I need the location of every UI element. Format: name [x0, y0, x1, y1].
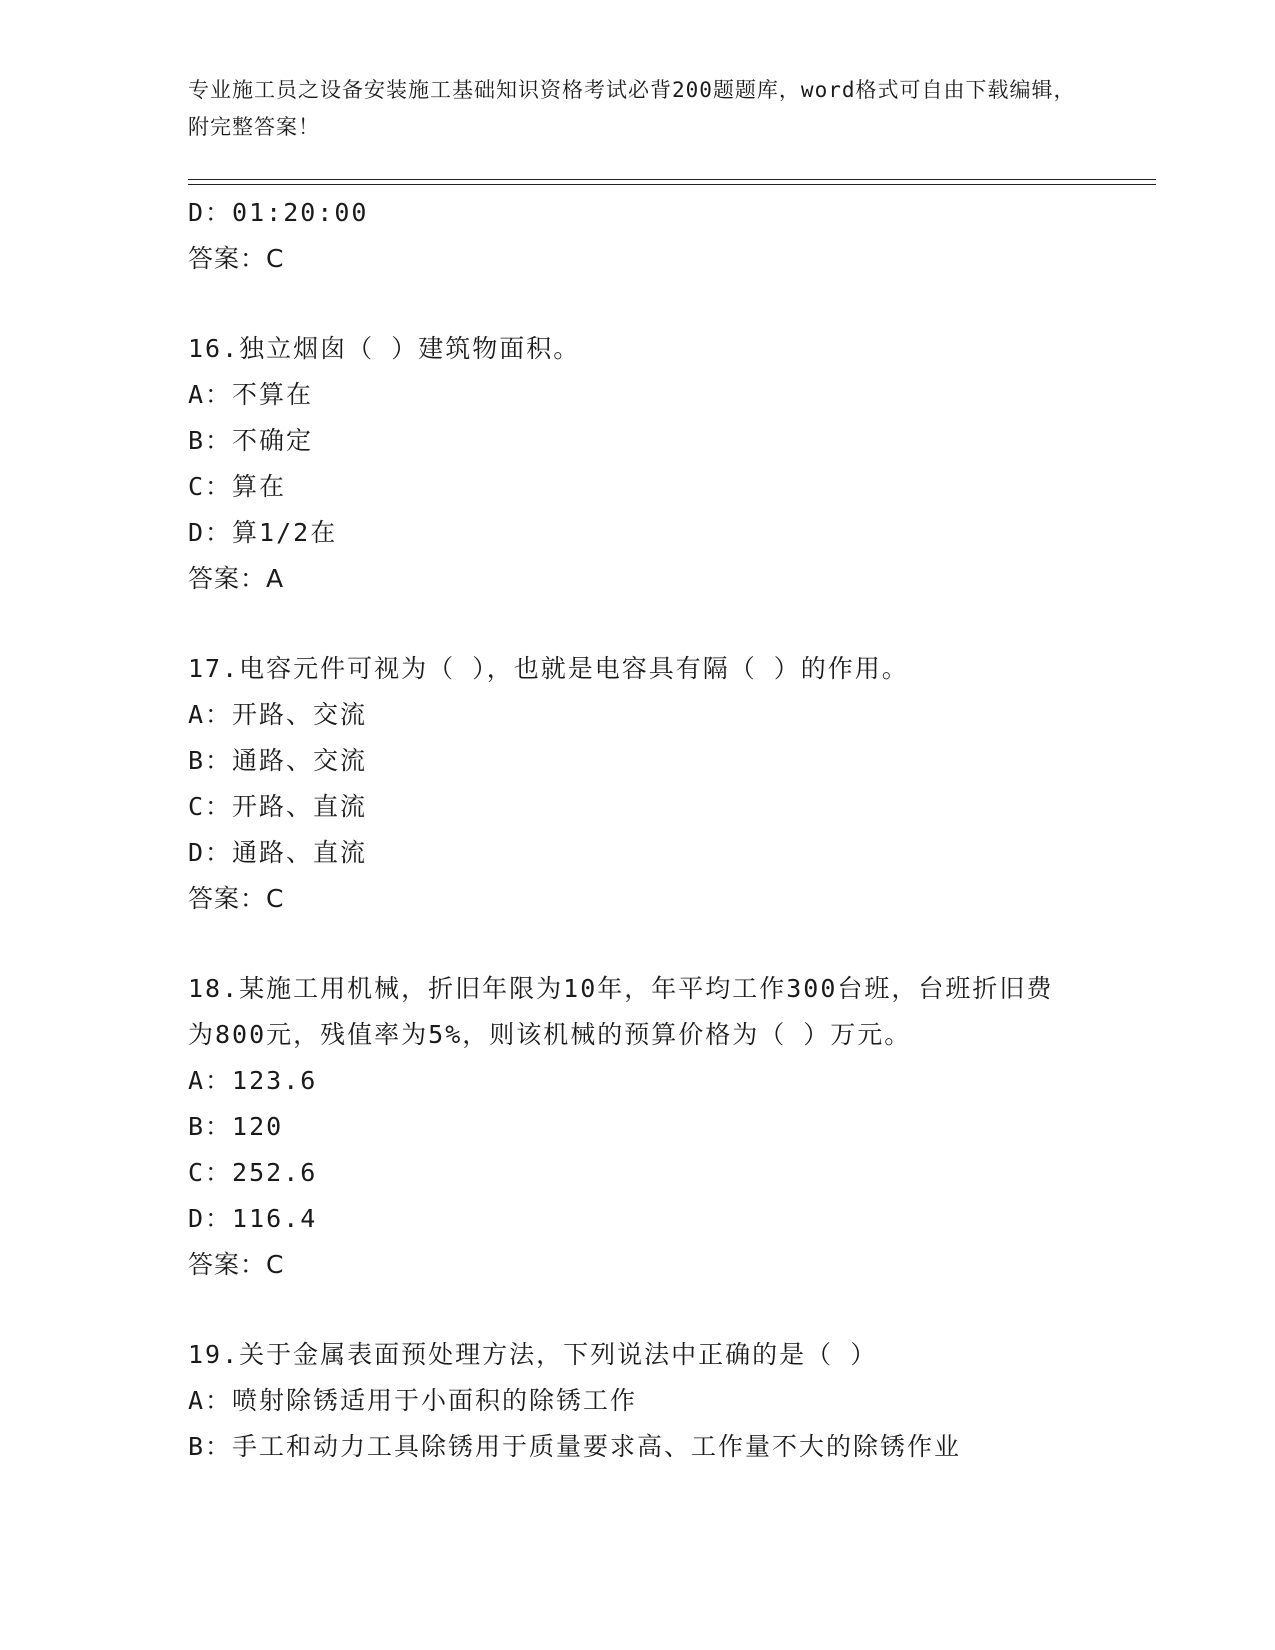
- question-19: [188, 1332, 1088, 1470]
- question-17: [188, 646, 1088, 922]
- answer: 答案：C: [188, 1250, 285, 1279]
- option-c: C：算在: [188, 472, 287, 501]
- question-stem: 18.某施工用机械，折旧年限为10年，年平均工作300台班，台班折旧费为800元，残值率为5%，则该机械的预算价格为（ ）万元。: [188, 974, 1054, 1049]
- option-d-previous: D：01:20:00: [188, 198, 369, 227]
- question-18: [188, 966, 1088, 1288]
- option-d: D：算1/2在: [188, 518, 338, 547]
- option-a: A：不算在: [188, 380, 314, 409]
- question-stem: 16.独立烟囱（ ）建筑物面积。: [188, 334, 581, 363]
- option-b: B：通路、交流: [188, 746, 368, 775]
- option-b: B：不确定: [188, 426, 314, 455]
- option-a: A：喷射除锈适用于小面积的除锈工作: [188, 1386, 638, 1415]
- option-c: C：252.6: [188, 1158, 318, 1187]
- document-title: 专业施工员之设备安装施工基础知识资格考试必背200题题库，word格式可自由下载编辑，附完整答案！: [188, 78, 1076, 139]
- answer-previous: 答案：C: [188, 244, 285, 273]
- answer: 答案：A: [188, 564, 285, 593]
- question-stem: 19.关于金属表面预处理方法，下列说法中正确的是（ ）: [188, 1340, 878, 1369]
- header-divider-top: [188, 179, 1156, 180]
- answer: 答案：C: [188, 884, 285, 913]
- option-c: C：开路、直流: [188, 792, 368, 821]
- option-a: A：开路、交流: [188, 700, 368, 729]
- option-d: D：116.4: [188, 1204, 318, 1233]
- header-divider-bottom: [188, 184, 1156, 185]
- option-b: B：120: [188, 1112, 284, 1141]
- option-b: B：手工和动力工具除锈用于质量要求高、工作量不大的除锈作业: [188, 1432, 962, 1461]
- question-stem: 17.电容元件可视为（ ），也就是电容具有隔（ ）的作用。: [188, 654, 909, 683]
- option-a: A：123.6: [188, 1066, 318, 1095]
- question-16: [188, 326, 1088, 602]
- option-d: D：通路、直流: [188, 838, 368, 867]
- question-content: [188, 190, 1088, 1470]
